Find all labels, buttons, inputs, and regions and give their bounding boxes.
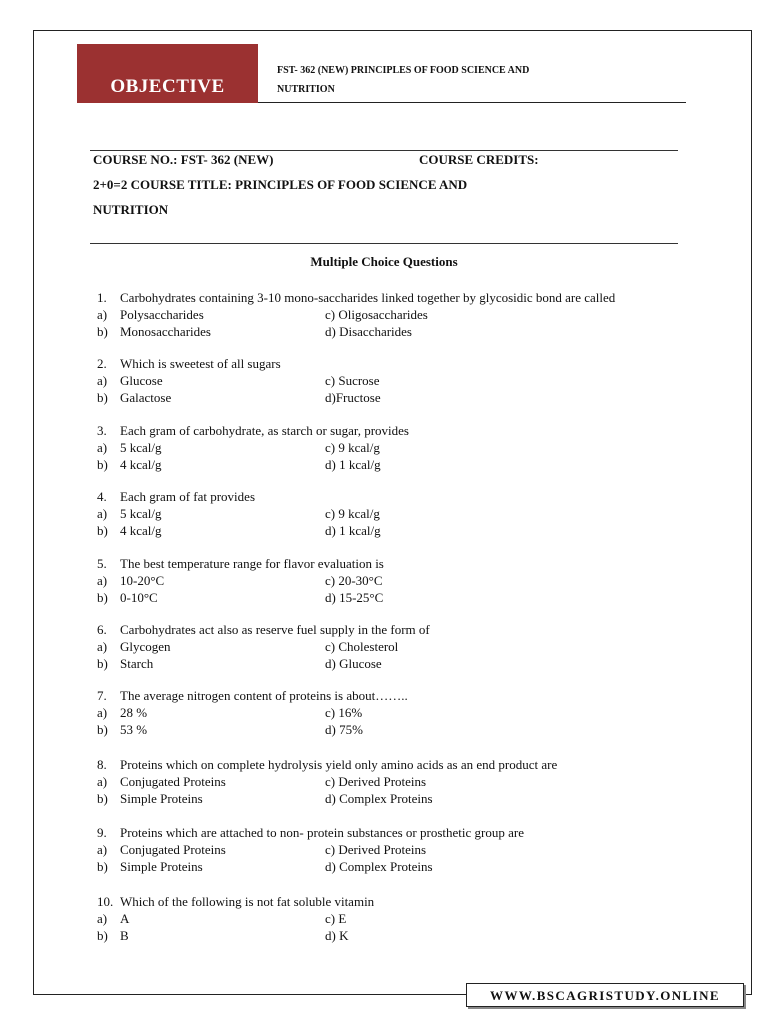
- question-text: Which is sweetest of all sugars: [120, 356, 281, 371]
- option-text: Simple Proteins: [120, 791, 203, 806]
- question-text: Each gram of carbohydrate, as starch or sugar, provides: [120, 423, 409, 438]
- option-letter: b): [97, 859, 108, 874]
- question-block: [97, 555, 697, 606]
- option-row: [97, 704, 697, 721]
- question-number: 8.: [97, 757, 107, 772]
- option-text-right: c) Derived Proteins: [325, 774, 427, 789]
- option-text-right: d) Glucose: [325, 656, 382, 671]
- option-text: Glycogen: [120, 639, 171, 654]
- option-text: Glucose: [120, 373, 163, 388]
- option-text: 28 %: [120, 705, 148, 720]
- option-letter: a): [97, 705, 108, 720]
- question-block: [97, 422, 697, 473]
- option-letter: a): [97, 911, 108, 926]
- option-row: [97, 306, 697, 323]
- option-row: [97, 323, 697, 340]
- option-text: 53 %: [120, 722, 148, 737]
- option-letter: a): [97, 506, 108, 521]
- option-text-right: d) 75%: [325, 722, 363, 737]
- option-text: Starch: [120, 656, 154, 671]
- course-number: COURSE NO.: FST- 362 (NEW): [93, 152, 274, 167]
- option-row: [97, 773, 697, 790]
- question-block: [97, 756, 697, 807]
- header-rule: [258, 102, 686, 103]
- option-row: [97, 439, 697, 456]
- option-row: [97, 790, 697, 807]
- option-row: [97, 522, 697, 539]
- option-text: 10-20°C: [120, 573, 165, 588]
- option-letter: b): [97, 656, 108, 671]
- option-letter: b): [97, 590, 108, 605]
- header-title-line1: FST- 362 (NEW) PRINCIPLES OF FOOD SCIENCE AND: [277, 65, 530, 76]
- question-block: [97, 824, 697, 875]
- option-row: [97, 572, 697, 589]
- question-text: The best temperature range for flavor evaluation is: [120, 556, 384, 571]
- option-row: [97, 389, 697, 406]
- course-title-line-cont: NUTRITION: [93, 202, 169, 217]
- option-text-right: c) Derived Proteins: [325, 842, 427, 857]
- question-text: The average nitrogen content of proteins is about……..: [120, 688, 408, 703]
- option-text-right: d) 15-25°C: [325, 590, 384, 605]
- option-row: [97, 858, 697, 875]
- option-letter: a): [97, 774, 108, 789]
- objective-badge: [77, 44, 258, 103]
- course-credits: COURSE CREDITS:: [419, 152, 539, 167]
- question-number: 6.: [97, 622, 107, 637]
- question-text: Proteins which on complete hydrolysis yield only amino acids as an end product are: [120, 757, 558, 772]
- option-letter: a): [97, 307, 108, 322]
- option-letter: b): [97, 457, 108, 472]
- option-text: Simple Proteins: [120, 859, 203, 874]
- option-letter: b): [97, 791, 108, 806]
- course-bottom-rule: [90, 243, 678, 244]
- option-text: Conjugated Proteins: [120, 842, 226, 857]
- question-block: [97, 687, 697, 738]
- option-letter: a): [97, 440, 108, 455]
- question-block: [97, 621, 697, 672]
- option-text: 4 kcal/g: [120, 523, 162, 538]
- question-text: Each gram of fat provides: [120, 489, 256, 504]
- option-text-right: c) 16%: [325, 705, 363, 720]
- header-title: [277, 61, 677, 99]
- option-letter: a): [97, 842, 108, 857]
- question-number: 5.: [97, 556, 107, 571]
- option-text-right: c) Oligosaccharides: [325, 307, 428, 322]
- question-block: [97, 488, 697, 539]
- option-row: [97, 505, 697, 522]
- website-url: WWW.BSCAGRISTUDY.ONLINE: [490, 988, 720, 1003]
- option-text-right: d) 1 kcal/g: [325, 523, 381, 538]
- option-text-right: c) 20-30°C: [325, 573, 383, 588]
- option-row: [97, 589, 697, 606]
- question-text: Carbohydrates containing 3-10 mono-saccharides linked together by glycosidic bond are called: [120, 290, 616, 305]
- option-text: 0-10°C: [120, 590, 158, 605]
- question-number: 3.: [97, 423, 107, 438]
- option-text: B: [120, 928, 129, 943]
- option-row: [97, 721, 697, 738]
- option-row: [97, 841, 697, 858]
- option-letter: b): [97, 722, 108, 737]
- option-text-right: c) Cholesterol: [325, 639, 399, 654]
- option-text: 5 kcal/g: [120, 506, 162, 521]
- question-text: Which of the following is not fat soluble vitamin: [120, 894, 375, 909]
- option-letter: a): [97, 639, 108, 654]
- question-text: Carbohydrates act also as reserve fuel supply in the form of: [120, 622, 430, 637]
- question-block: [97, 893, 697, 944]
- question-number: 4.: [97, 489, 107, 504]
- question-number: 2.: [97, 356, 107, 371]
- option-text-right: d)Fructose: [325, 390, 381, 405]
- question-number: 10.: [97, 894, 114, 909]
- option-row: [97, 927, 697, 944]
- option-letter: b): [97, 390, 108, 405]
- option-text-right: c) Sucrose: [325, 373, 380, 388]
- website-footer: [466, 983, 744, 1007]
- option-text: A: [120, 911, 130, 926]
- option-text: Galactose: [120, 390, 172, 405]
- course-title-line: 2+0=2 COURSE TITLE: PRINCIPLES OF FOOD SCIENCE AND: [93, 177, 468, 192]
- option-row: [97, 372, 697, 389]
- option-text-right: d) Complex Proteins: [325, 859, 433, 874]
- question-text: Proteins which are attached to non- protein substances or prosthetic group are: [120, 825, 524, 840]
- option-text: Monosaccharides: [120, 324, 211, 339]
- question-block: [97, 289, 697, 340]
- option-row: [97, 655, 697, 672]
- option-text-right: c) 9 kcal/g: [325, 440, 380, 455]
- header-title-line2: NUTRITION: [277, 84, 335, 95]
- option-text-right: d) Complex Proteins: [325, 791, 433, 806]
- option-text-right: d) K: [325, 928, 349, 943]
- option-letter: b): [97, 523, 108, 538]
- option-text-right: c) E: [325, 911, 347, 926]
- question-number: 1.: [97, 290, 107, 305]
- option-row: [97, 456, 697, 473]
- option-row: [97, 638, 697, 655]
- option-row: [97, 910, 697, 927]
- option-text: Polysaccharides: [120, 307, 204, 322]
- course-info: [93, 147, 678, 222]
- question-number: 9.: [97, 825, 107, 840]
- question-number: 7.: [97, 688, 107, 703]
- option-text: 4 kcal/g: [120, 457, 162, 472]
- option-text: Conjugated Proteins: [120, 774, 226, 789]
- option-text-right: d) 1 kcal/g: [325, 457, 381, 472]
- option-text: 5 kcal/g: [120, 440, 162, 455]
- option-letter: b): [97, 324, 108, 339]
- option-letter: a): [97, 373, 108, 388]
- option-letter: b): [97, 928, 108, 943]
- badge-label: OBJECTIVE: [110, 76, 225, 97]
- question-block: [97, 355, 697, 406]
- option-text-right: c) 9 kcal/g: [325, 506, 380, 521]
- option-text-right: d) Disaccharides: [325, 324, 412, 339]
- section-title: Multiple Choice Questions: [310, 254, 458, 269]
- option-letter: a): [97, 573, 108, 588]
